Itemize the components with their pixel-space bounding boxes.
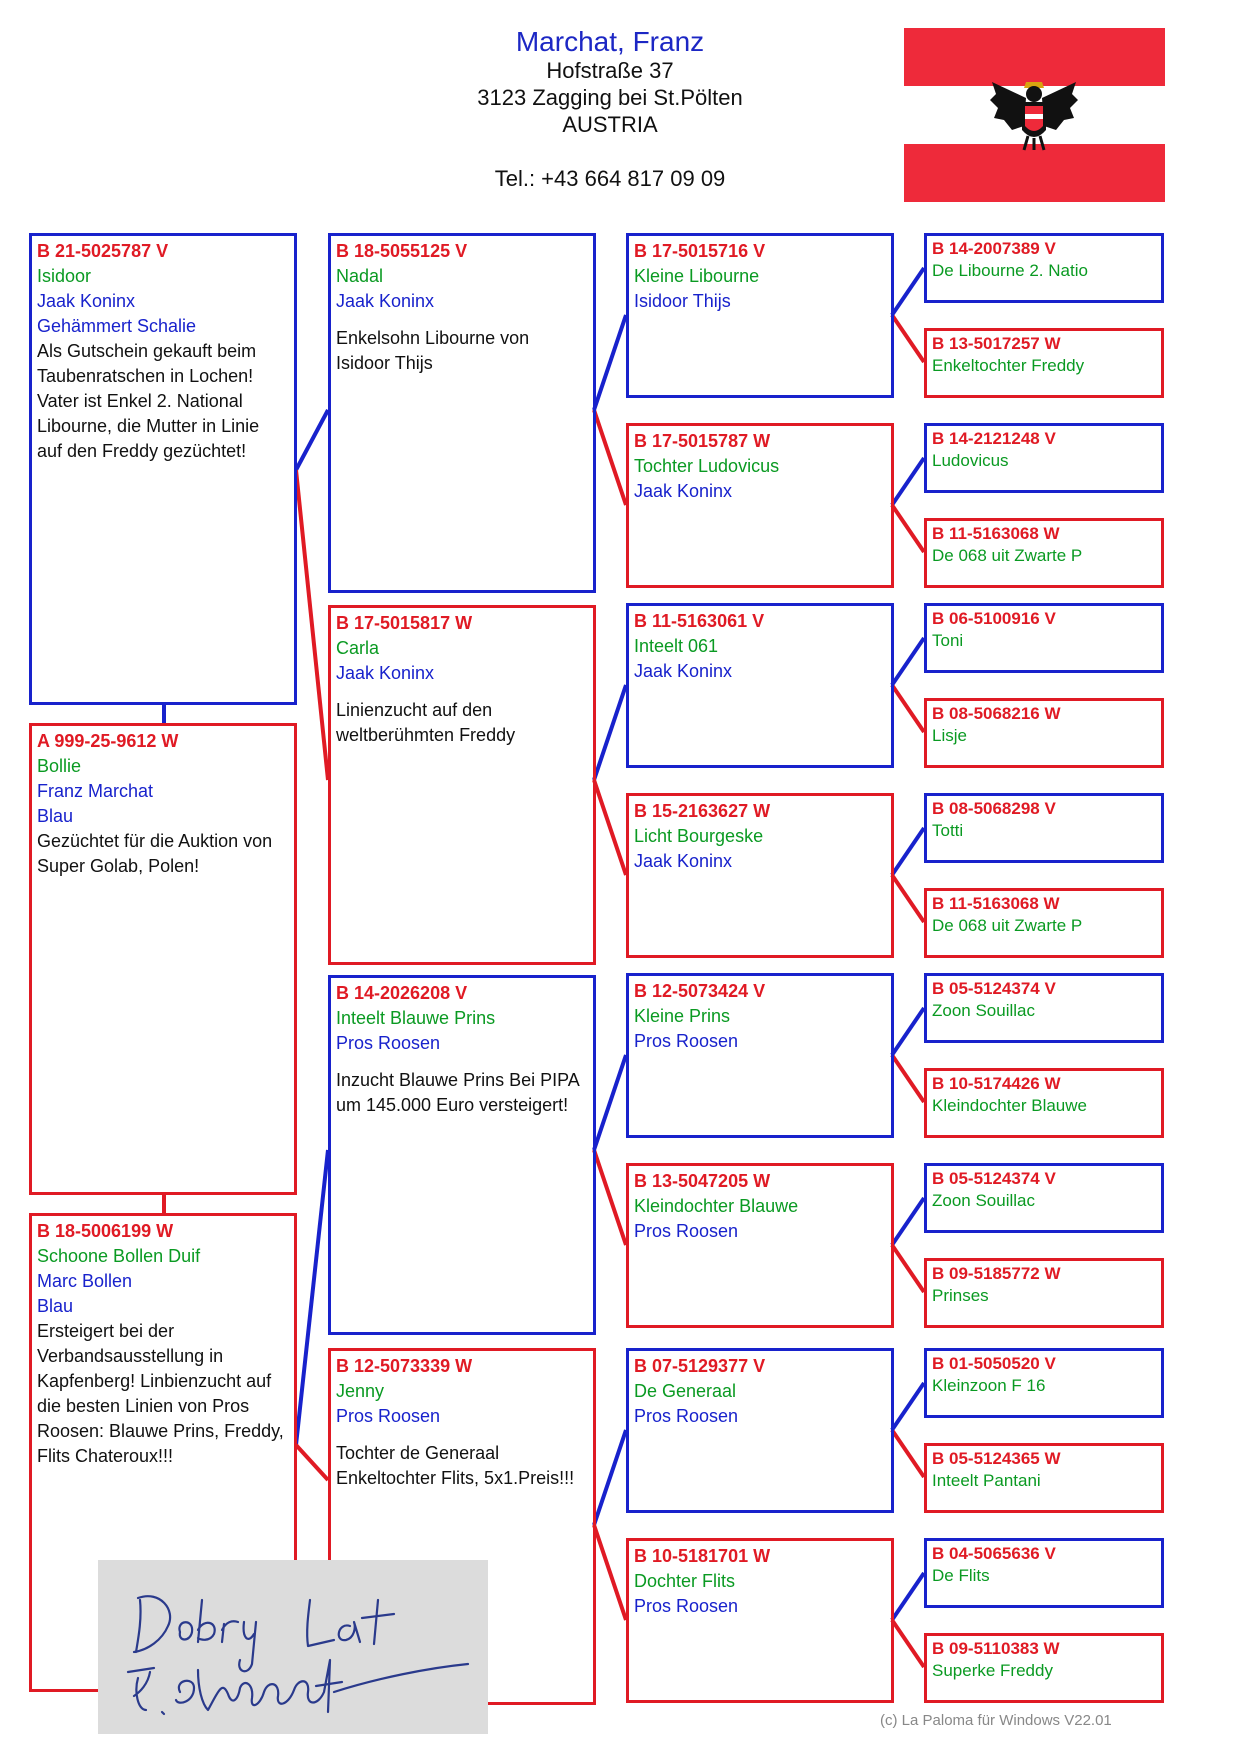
ring-number: B 14-2121248 V [932, 429, 1056, 448]
pigeon-note: Linienzucht auf den weltberühmten Freddy [336, 700, 516, 745]
pigeon-color: Gehämmert Schalie [37, 316, 197, 336]
ring-number: B 08-5068216 W [932, 704, 1061, 723]
owner-phone: Tel.: +43 664 817 09 09 [494, 166, 726, 191]
pigeon-card-gen4 [924, 888, 1164, 958]
pigeon-card-gen4 [924, 423, 1164, 493]
pigeon-name: Jenny [336, 1381, 385, 1401]
pigeon-card-gen3 [626, 1538, 894, 1703]
pigeon-card-gen3 [626, 1348, 894, 1513]
breeder-name: Jaak Koninx [37, 291, 136, 311]
pigeon-note: Inzucht Blauwe Prins Bei PIPA um 145.000 Euro versteigert! [336, 1070, 579, 1115]
pigeon-card-gen4 [924, 1068, 1164, 1138]
breeder-name: Jaak Koninx [634, 661, 733, 681]
pigeon-card-gen2 [328, 233, 596, 593]
owner-country: AUSTRIA [562, 112, 658, 137]
pigeon-name: Inteelt Blauwe Prins [336, 1008, 496, 1028]
pigeon-card-gen4 [924, 328, 1164, 398]
pigeon-card-gen4 [924, 1443, 1164, 1513]
pigeon-name: Totti [932, 821, 964, 840]
ring-number: B 11-5163068 W [932, 894, 1060, 913]
breeder-name: Pros Roosen [634, 1406, 739, 1426]
pigeon-card-gen2 [328, 975, 596, 1335]
pigeon-card-gen4 [924, 1538, 1164, 1608]
pigeon-note: Gezüchtet für die Auktion von Super Golab, Polen! [37, 831, 273, 876]
ring-number: B 10-5181701 W [634, 1546, 771, 1566]
ring-number: B 05-5124374 V [932, 979, 1056, 998]
ring-number: B 05-5124365 W [932, 1449, 1061, 1468]
pigeon-name: Kleine Prins [634, 1006, 731, 1026]
pigeon-name: Zoon Souillac [932, 1191, 1036, 1210]
pigeon-card-gen3 [626, 793, 894, 958]
copyright-notice: (c) La Paloma für Windows V22.01 [880, 1712, 1112, 1729]
ring-number: B 07-5129377 V [634, 1356, 766, 1376]
pigeon-name: Dochter Flits [634, 1571, 736, 1591]
ring-number: B 09-5185772 W [932, 1264, 1061, 1283]
ring-number: B 01-5050520 V [932, 1354, 1056, 1373]
ring-number: B 15-2163627 W [634, 801, 771, 821]
pigeon-card-gen3 [626, 1163, 894, 1328]
pigeon-card-gen4 [924, 1633, 1164, 1703]
pigeon-card-gen4 [924, 518, 1164, 588]
breeder-name: Marc Bollen [37, 1271, 133, 1291]
ring-number: B 13-5017257 W [932, 334, 1061, 353]
pigeon-name: Schoone Bollen Duif [37, 1246, 201, 1266]
pigeon-name: Enkeltochter Freddy [932, 356, 1085, 375]
pigeon-name: Bollie [37, 756, 82, 776]
pigeon-name: De 068 uit Zwarte P [932, 546, 1083, 565]
breeder-name: Jaak Koninx [336, 291, 435, 311]
ring-number: B 18-5006199 W [37, 1221, 174, 1241]
pigeon-name: Kleinzoon F 16 [932, 1376, 1046, 1395]
pigeon-card-gen4 [924, 1163, 1164, 1233]
pigeon-card-gen4 [924, 233, 1164, 303]
pigeon-name: Carla [336, 638, 380, 658]
pigeon-card-subject [29, 233, 297, 705]
pigeon-color: Blau [37, 1296, 74, 1316]
breeder-name: Pros Roosen [634, 1596, 739, 1616]
pigeon-card-gen4 [924, 1258, 1164, 1328]
pigeon-card-gen4 [924, 698, 1164, 768]
pigeon-name: De 068 uit Zwarte P [932, 916, 1083, 935]
breeder-name: Pros Roosen [634, 1221, 739, 1241]
pigeon-card-gen3 [626, 603, 894, 768]
ring-number: B 09-5110383 W [932, 1639, 1060, 1658]
breeder-name: Isidoor Thijs [634, 291, 731, 311]
pigeon-card-gen3 [626, 973, 894, 1138]
pigeon-name: Lisje [932, 726, 967, 745]
breeder-name: Jaak Koninx [336, 663, 435, 683]
ring-number: B 14-2007389 V [932, 239, 1056, 258]
pigeon-note: Ersteigert bei der Verbandsausstellung in Kapfenberg! Linbienzucht auf die besten Linien von Pros Roosen: Blauwe Prins, Freddy, Flits Chateroux!!! [37, 1321, 284, 1466]
pigeon-name: Ludovicus [932, 451, 1009, 470]
pigeon-name: Licht Bourgeske [634, 826, 764, 846]
owner-city: 3123 Zagging bei St.Pölten [477, 85, 743, 110]
pigeon-name: Inteelt 061 [634, 636, 719, 656]
pigeon-card-gen4 [924, 793, 1164, 863]
pigeon-note: Tochter de Generaal Enkeltochter Flits, 5x1.Preis!!! [336, 1443, 575, 1488]
ring-number: B 06-5100916 V [932, 609, 1056, 628]
pigeon-name: Isidoor [37, 266, 92, 286]
pigeon-note: Enkelsohn Libourne von Isidoor Thijs [336, 328, 530, 373]
ring-number: B 18-5055125 V [336, 241, 468, 261]
pigeon-name: De Generaal [634, 1381, 737, 1401]
ring-number: B 11-5163068 W [932, 524, 1060, 543]
pigeon-name: Kleine Libourne [634, 266, 760, 286]
breeder-name: Pros Roosen [336, 1406, 441, 1426]
ring-number: B 13-5047205 W [634, 1171, 771, 1191]
owner-street: Hofstraße 37 [546, 58, 674, 83]
ring-number: A 999-25-9612 W [37, 731, 179, 751]
pigeon-name: De Flits [932, 1566, 990, 1585]
ring-number: B 17-5015716 V [634, 241, 766, 261]
pigeon-card-partner [29, 723, 297, 1195]
pigeon-name: Kleindochter Blauwe [634, 1196, 799, 1216]
pigeon-name: Superke Freddy [932, 1661, 1053, 1680]
breeder-name: Franz Marchat [37, 781, 154, 801]
ring-number: B 08-5068298 V [932, 799, 1056, 818]
ring-number: B 05-5124374 V [932, 1169, 1056, 1188]
ring-number: B 17-5015817 W [336, 613, 473, 633]
pigeon-name: De Libourne 2. Natio [932, 261, 1088, 280]
pigeon-card-gen4 [924, 603, 1164, 673]
ring-number: B 14-2026208 V [336, 983, 468, 1003]
pigeon-card-gen3 [626, 423, 894, 588]
breeder-name: Jaak Koninx [634, 851, 733, 871]
pigeon-card-gen4 [924, 1348, 1164, 1418]
ring-number: B 11-5163061 V [634, 611, 765, 631]
handwritten-signature [98, 1560, 488, 1734]
breeder-name: Pros Roosen [634, 1031, 739, 1051]
pigeon-name: Toni [932, 631, 964, 650]
ring-number: B 17-5015787 W [634, 431, 771, 451]
pigeon-card-gen3 [626, 233, 894, 398]
breeder-name: Jaak Koninx [634, 481, 733, 501]
pigeon-name: Inteelt Pantani [932, 1471, 1041, 1490]
ring-number: B 12-5073339 W [336, 1356, 473, 1376]
ring-number: B 04-5065636 V [932, 1544, 1056, 1563]
pigeon-card-gen4 [924, 973, 1164, 1043]
pigeon-card-gen2 [328, 605, 596, 965]
owner-name: Marchat, Franz [515, 26, 705, 57]
ring-number: B 21-5025787 V [37, 241, 169, 261]
pigeon-name: Prinses [932, 1286, 989, 1305]
pigeon-name: Nadal [336, 266, 384, 286]
breeder-name: Pros Roosen [336, 1033, 441, 1053]
pigeon-name: Zoon Souillac [932, 1001, 1036, 1020]
pigeon-note: Als Gutschein gekauft beim Taubenratschen in Lochen! Vater ist Enkel 2. National Libourne, die Mutter in Linie auf den Freddy gezüchtet! [37, 341, 260, 461]
pigeon-name: Tochter Ludovicus [634, 456, 780, 476]
ring-number: B 12-5073424 V [634, 981, 766, 1001]
ring-number: B 10-5174426 W [932, 1074, 1061, 1093]
pigeon-name: Kleindochter Blauwe [932, 1096, 1087, 1115]
pigeon-color: Blau [37, 806, 74, 826]
